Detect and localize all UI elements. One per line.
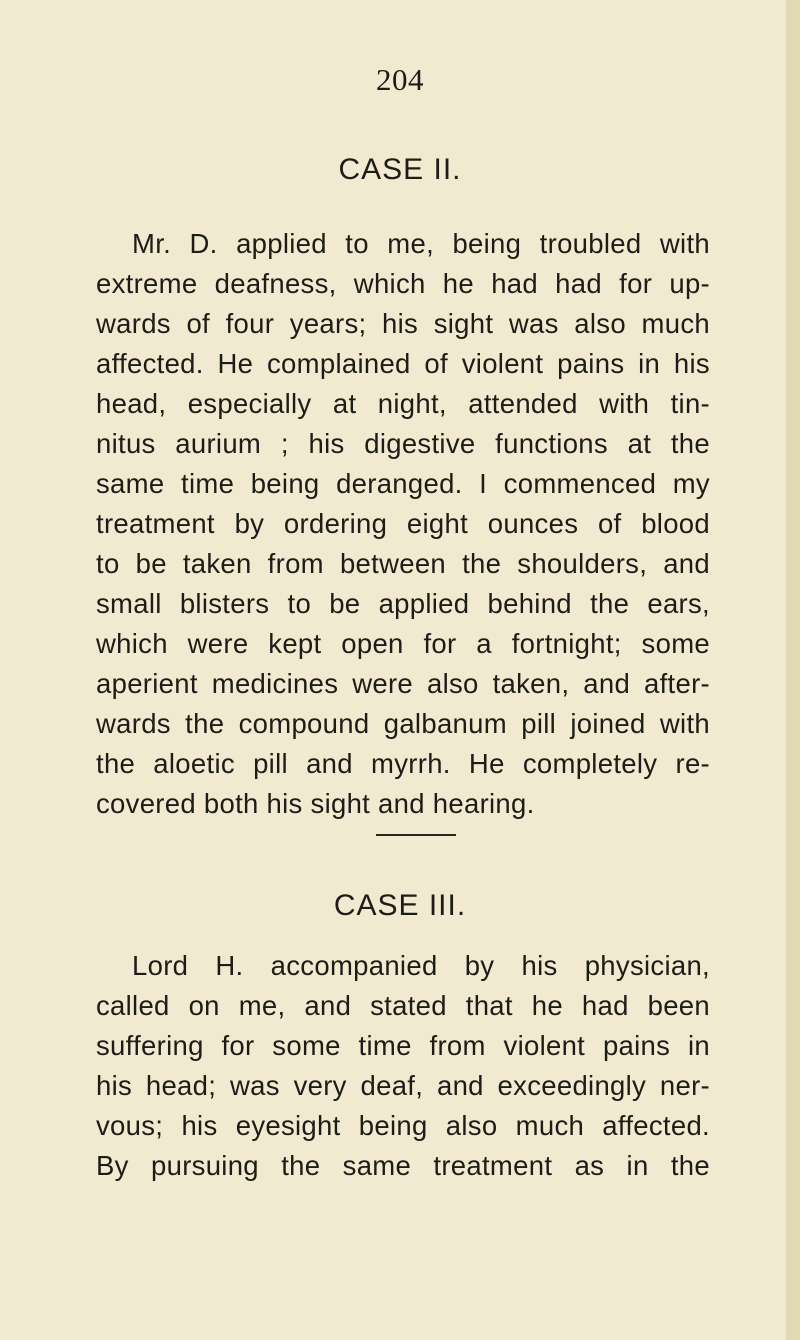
page-number: 204 xyxy=(376,62,424,97)
text-line: By pursuing the same treatment as in the xyxy=(96,1150,710,1181)
text-line: treatment by ordering eight ounces of blood xyxy=(96,508,710,539)
text-line: the aloetic pill and myrrh. He completely re- xyxy=(96,748,710,779)
case-3-paragraph xyxy=(96,946,710,1186)
text-line: called on me, and stated that he had been xyxy=(96,990,710,1021)
text-line: extreme deafness, which he had had for up- xyxy=(96,268,710,299)
case-3-heading: CASE III. xyxy=(333,889,467,922)
page-edge-shadow xyxy=(786,0,800,1340)
text-line: wards the compound galbanum pill joined with xyxy=(96,708,710,739)
text-line: Mr. D. applied to me, being troubled with xyxy=(132,228,710,259)
text-line: wards of four years; his sight was also much xyxy=(96,308,710,339)
text-line: small blisters to be applied behind the ears, xyxy=(96,588,710,619)
text-line: head, especially at night, attended with tin- xyxy=(96,388,710,419)
text-line: aperient medicines were also taken, and after- xyxy=(96,668,710,699)
text-line: same time being deranged. I commenced my xyxy=(96,468,710,499)
text-line: to be taken from between the shoulders, and xyxy=(96,548,710,579)
text-line: vous; his eyesight being also much affected. xyxy=(96,1110,710,1141)
text-line: affected. He complained of violent pains in his xyxy=(96,348,710,379)
text-line: suffering for some time from violent pains in xyxy=(96,1030,710,1061)
text-line: covered both his sight and hearing. xyxy=(96,788,535,819)
text-line: which were kept open for a fortnight; some xyxy=(96,628,710,659)
case-2-paragraph xyxy=(96,224,710,824)
text-line: nitus aurium ; his digestive functions at the xyxy=(96,428,710,459)
section-divider xyxy=(376,834,456,836)
text-line: Lord H. accompanied by his physician, xyxy=(132,950,710,981)
case-2-heading: CASE II. xyxy=(338,153,462,186)
text-line: his head; was very deaf, and exceedingly ner- xyxy=(96,1070,710,1101)
